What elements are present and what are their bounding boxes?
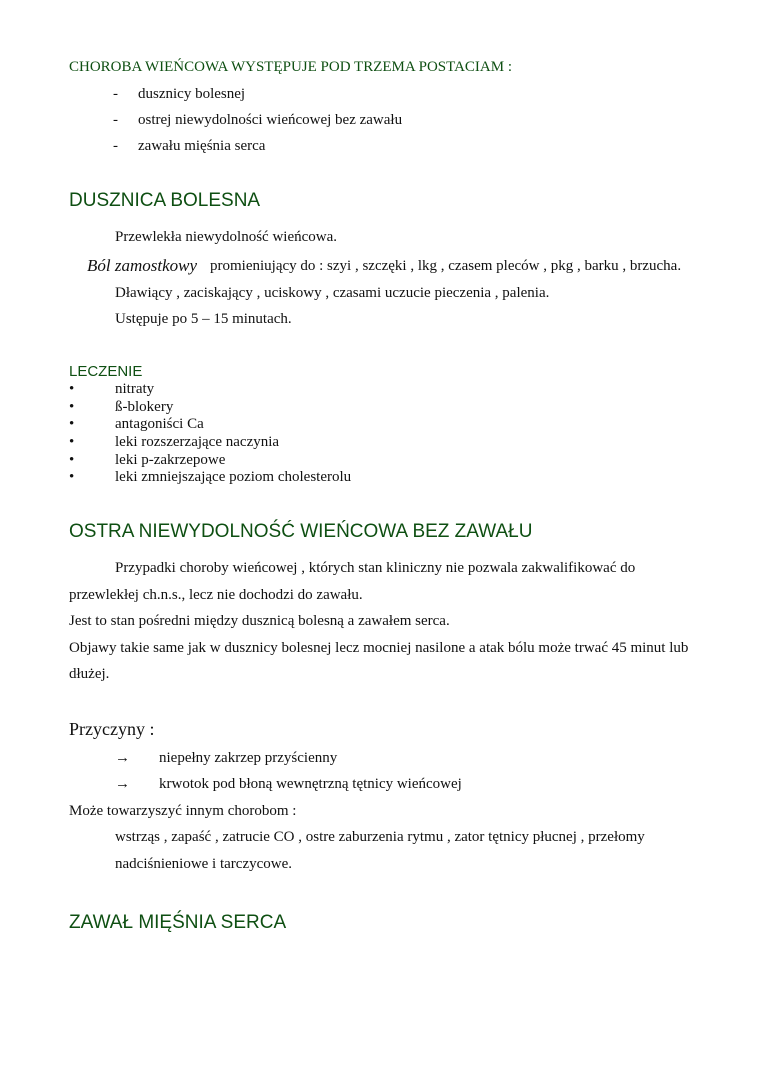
przyczyny-item: krwotok pod błoną wewnętrzną tętnicy wieńcowej	[159, 776, 462, 792]
leczenie-item: nitraty	[115, 381, 155, 397]
intro-item: dusznicy bolesnej	[138, 86, 246, 102]
przyczyny-heading: Przyczyny :	[69, 719, 155, 739]
paragraph-line: Przypadki choroby wieńcowej , których stan kliniczny nie pozwala zakwalifikować do	[115, 560, 636, 576]
bullet: •	[69, 469, 75, 485]
przyczyny-item: niepełny zakrzep przyścienny	[159, 750, 338, 766]
bullet: •	[69, 399, 75, 415]
intro-dash: -	[113, 112, 118, 128]
paragraph-line: przewlekłej ch.n.s., lecz nie dochodzi do zawału.	[69, 587, 363, 603]
section-heading-zawal: ZAWAŁ MIĘŚNIA SERCA	[69, 912, 287, 933]
intro-item: zawału mięśnia serca	[138, 138, 266, 154]
paragraph-line: dłużej.	[69, 666, 110, 682]
paragraph-line: wstrząs , zapaść , zatrucie CO , ostre zaburzenia rytmu , zator tętnicy płucnej , przełomy	[115, 829, 645, 845]
paragraph-line: Przewlekła niewydolność wieńcowa.	[115, 229, 338, 245]
section-heading-dusznica: DUSZNICA BOLESNA	[69, 190, 261, 211]
leczenie-item: leki p-zakrzepowe	[115, 452, 226, 468]
intro-item: ostrej niewydolności wieńcowej bez zawału	[138, 112, 403, 128]
bullet: •	[69, 416, 75, 432]
section-heading-ostra: OSTRA NIEWYDOLNOŚĆ WIEŃCOWA BEZ ZAWAŁU	[69, 521, 533, 542]
section-heading-leczenie: LECZENIE	[69, 363, 143, 380]
paragraph-line: Dławiący , zaciskający , uciskowy , czasami uczucie pieczenia , palenia.	[115, 285, 550, 301]
paragraph-line: Jest to stan pośredni między dusznicą bolesną a zawałem serca.	[69, 613, 450, 629]
bullet: •	[69, 452, 75, 468]
paragraph-line: Ustępuje po 5 – 15 minutach.	[115, 311, 292, 327]
bullet: •	[69, 381, 75, 397]
leczenie-item: ß-blokery	[115, 399, 174, 415]
arrow-icon: →	[115, 776, 130, 792]
intro-heading: CHOROBA WIEŃCOWA WYSTĘPUJE POD TRZEMA POSTACIAM :	[69, 59, 513, 75]
intro-dash: -	[113, 86, 118, 102]
leczenie-item: leki rozszerzające naczynia	[115, 434, 280, 450]
paragraph-line: nadciśnieniowe i tarczycowe.	[115, 856, 293, 872]
arrow-icon: →	[115, 750, 130, 766]
bullet: •	[69, 434, 75, 450]
leczenie-item: leki zmniejszające poziom cholesterolu	[115, 469, 352, 485]
paragraph-line: Może towarzyszyć innym chorobom :	[69, 803, 297, 819]
bol-zamostkowy-label: Ból zamostkowy	[87, 256, 198, 275]
intro-dash: -	[113, 138, 118, 154]
paragraph-line: promieniujący do : szyi , szczęki , lkg , czasem pleców , pkg , barku , brzucha.	[210, 258, 682, 274]
paragraph-line: Objawy takie same jak w dusznicy bolesnej lecz mocniej nasilone a atak bólu może trwać 45 minut lub	[69, 640, 689, 656]
leczenie-item: antagoniści Ca	[115, 416, 204, 432]
